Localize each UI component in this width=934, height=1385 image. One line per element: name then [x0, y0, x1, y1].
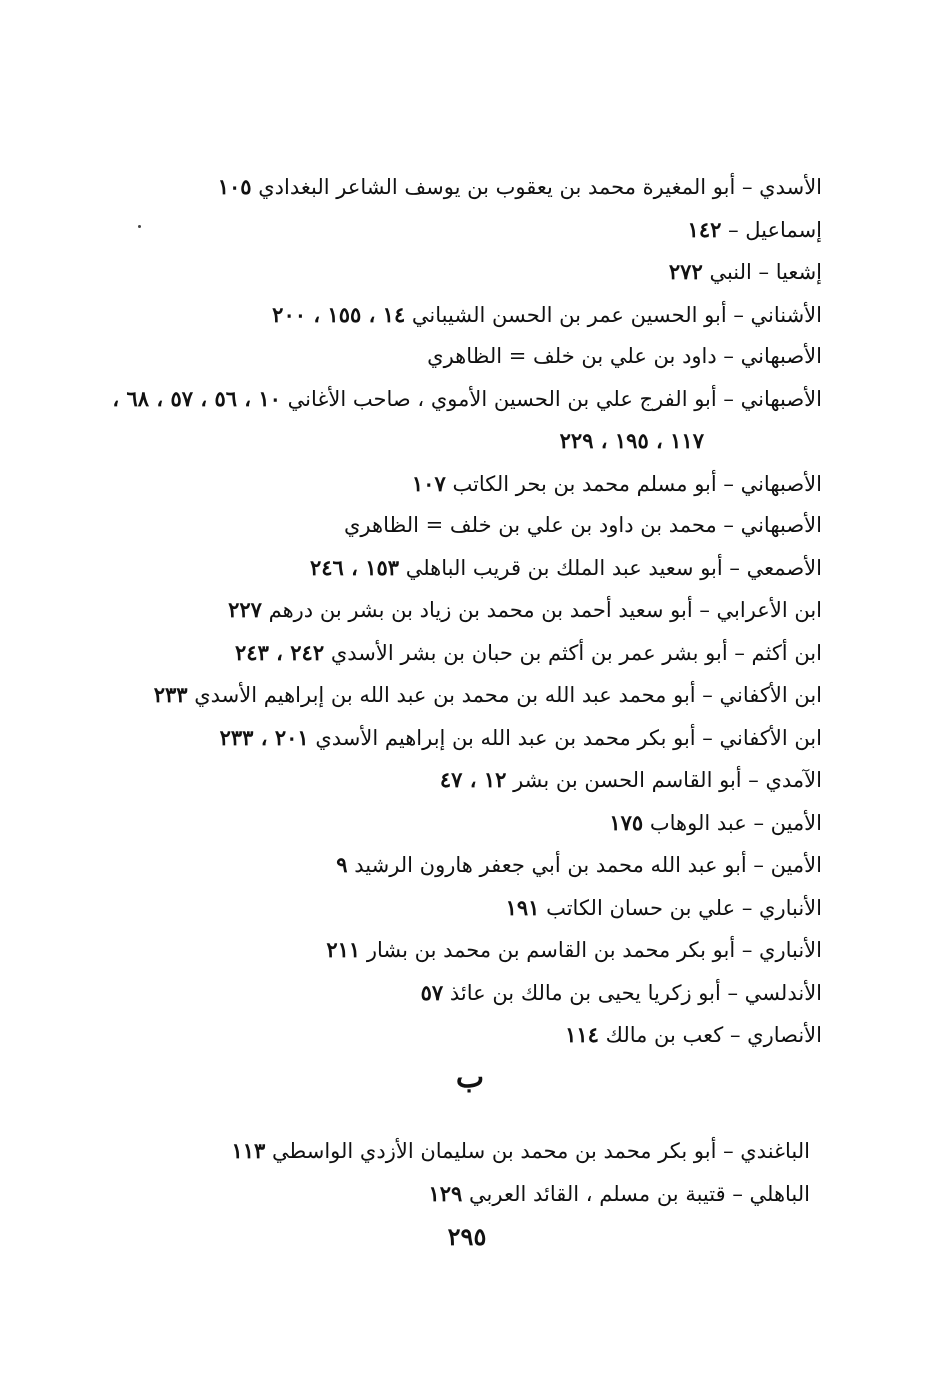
entry-name: الباهلي – قتيبة بن مسلم ، القائد العربي — [469, 1181, 810, 1206]
entry-name: الأصبهاني – محمد بن داود بن علي بن خلف = الظاهري — [343, 513, 822, 537]
index-entry — [122, 209, 822, 252]
entry-pages: ٢١١ — [326, 937, 361, 962]
index-entry — [122, 336, 822, 378]
entry-pages: ١٠٧ — [411, 470, 446, 496]
entry-pages: ٥٧ — [420, 979, 444, 1005]
entry-pages: ٢٠١ ، ٢٣٣ — [219, 724, 309, 750]
entry-pages: ١٤٢ — [687, 216, 722, 242]
index-entry — [112, 378, 822, 421]
index-entry — [122, 632, 822, 675]
index-entry — [122, 251, 822, 294]
entry-name: الأصبهاني – أبو مسلم محمد بن بحر الكاتب — [452, 471, 822, 496]
page-number: ٢٩٥ — [447, 1222, 487, 1251]
entry-name: ابن الأعرابي – أبو سعيد أحمد بن محمد بن زياد بن بشر بن درهم — [268, 598, 822, 622]
index-entry — [122, 717, 822, 760]
entry-pages: ١٥٣ ، ٢٤٦ — [309, 554, 400, 580]
index-section-ba — [110, 1130, 810, 1215]
entry-pages: ١٩١ — [505, 894, 540, 920]
index-entry — [122, 547, 822, 590]
index-entry — [122, 1014, 822, 1057]
entry-name: الأسدي – أبو المغيرة محمد بن يعقوب بن يوسف الشاعر البغدادي — [258, 175, 822, 199]
index-entry — [122, 420, 822, 463]
entry-name: الأصبهاني – أبو الفرج علي بن الحسين الأموي ، صاحب الأغاني — [287, 386, 822, 411]
entry-name: الأندلسي – أبو زكريا يحيى بن مالك بن عائذ — [449, 980, 822, 1005]
index-entry — [122, 802, 822, 845]
entry-pages: ٢٢٧ — [228, 597, 262, 622]
index-section-alif — [112, 166, 822, 1057]
entry-pages: ١١٤ — [565, 1022, 599, 1047]
entry-name: إشعيا – النبي — [709, 260, 822, 284]
index-entry — [110, 1130, 810, 1173]
index-entry — [110, 1173, 810, 1216]
entry-pages: ٢٤٢ ، ٢٤٣ — [235, 639, 325, 665]
entry-name: الأنباري – علي بن حسان الكاتب — [546, 895, 822, 920]
entry-pages: ٢٧٢ — [668, 259, 703, 284]
index-entry — [122, 166, 822, 209]
entry-name: الباغندي – أبو بكر محمد بن محمد بن سليمان الأزدي الواسطي — [272, 1139, 810, 1163]
entry-name: الأصبهاني – داود بن علي بن خلف = الظاهري — [427, 344, 822, 368]
entry-name: الأنباري – أبو بكر محمد بن القاسم بن محمد بن بشار — [366, 938, 822, 962]
entry-name: إسماعيل – — [728, 217, 822, 242]
entry-name: الأنصاري – كعب بن مالك — [605, 1023, 822, 1047]
index-entry — [122, 589, 822, 632]
entry-pages: ١٧٥ — [609, 809, 644, 835]
entry-name: ابن الأكفاني – أبو بكر محمد بن عبد الله بن إبراهيم الأسدي — [315, 725, 822, 750]
entry-name: ابن الأكفاني – أبو محمد عبد الله بن محمد بن عبد الله بن إبراهيم الأسدي — [194, 683, 822, 707]
index-entry — [122, 844, 822, 887]
entry-pages: ٩ — [336, 852, 348, 877]
entry-pages: ١٠ ، ٥٦ ، ٥٧ ، ٦٨ ، — [112, 385, 281, 411]
entry-pages: ١٢٩ — [428, 1180, 463, 1206]
entry-pages: ١١٣ — [231, 1138, 266, 1163]
section-letter-ba: ب — [455, 1060, 485, 1095]
index-entry — [122, 294, 822, 337]
index-entry — [122, 463, 822, 506]
index-entry — [122, 929, 822, 972]
entry-pages: ١٤ ، ١٥٥ ، ٢٠٠ — [272, 301, 406, 327]
entry-pages: ١٠٥ — [217, 174, 252, 199]
entry-name: ابن أكثم – أبو بشر عمر بن أكثم بن حبان بن بشر الأسدي — [330, 640, 822, 665]
entry-name: الأصمعي – أبو سعيد عبد الملك بن قريب الباهلي — [405, 555, 822, 580]
entry-pages: ١١٧ ، ١٩٥ ، ٢٢٩ — [559, 428, 704, 453]
entry-name: الآمدي – أبو القاسم الحسن بن بشر — [513, 768, 822, 792]
index-entry — [122, 505, 822, 547]
index-entry — [122, 759, 822, 802]
entry-name: الأشناني – أبو الحسين عمر بن الحسن الشيباني — [411, 302, 822, 327]
index-entry — [122, 674, 822, 717]
entry-name: الأمين – أبو عبد الله محمد بن أبي جعفر هارون الرشيد — [354, 853, 822, 877]
index-entry — [122, 887, 822, 930]
entry-pages: ٢٣٣ — [153, 682, 188, 707]
entry-pages: ١٢ ، ٤٧ — [439, 767, 507, 792]
index-entry — [122, 972, 822, 1015]
entry-name: الأمين – عبد الوهاب — [649, 810, 822, 835]
